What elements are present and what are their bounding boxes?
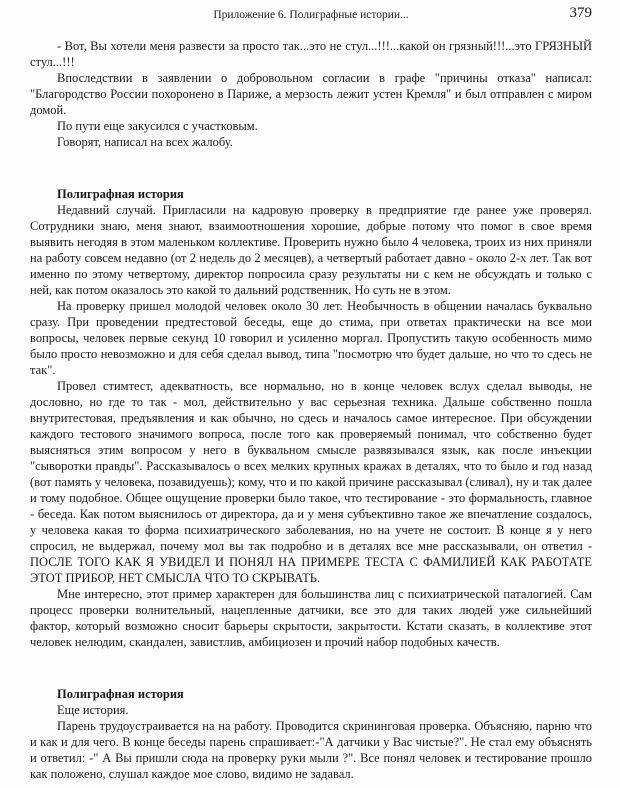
paragraph: Впоследствии в заявлении о добровольном согласии в графе "причины отказа" написал: "Благородство России похоронено в Париже, а мерзость лежит устен Кремля" и был отправлен с миром домой.: [30, 71, 592, 117]
paragraph: По пути еще закусился с участковым.: [57, 119, 258, 133]
page-header: [30, 6, 592, 26]
section-heading: Полиграфная история: [57, 687, 184, 701]
paragraph: Парень трудоустраивается на на работу. Проводится скрининговая проверка. Объясняю, парню что и как и для чего. В конце беседы парень спрашивает:-"А датчики у Вас чистые?". Не стал ему объяснять и ответил: -" А Вы пришли сюда на проверку руки мыли ?". Все понял человек и тестирование прошло как положено, слушал каждое мое слово, видимо не задавал.: [30, 719, 592, 781]
paragraph: На проверку пришел молодой человек около 30 лет. Необычность в общении началась буквально сразу. При проведении предтестовой беседы, еще до стима, при ответах практически на все мои вопросы, человек первые секунд 10 говорил и усиленно моргал. Пропустить такую особенность мимо было просто невозможно и для себя сделал вывод, типа "посмотрю что будет дальше, но что то сдесь не так".: [30, 299, 592, 377]
paragraph: Еще история.: [57, 703, 129, 717]
paragraph: Недавний случай. Пригласили на кадровую проверку в предприятие где ранее уже проверял. Сотрудники знаю, меня знают, взаимоотношения хорошие, добрые потому что помог в свое время выявить негодяя в этом маленьком коллективе. Проверить нужно было 4 человека, троих из них приняли на работу совсем недавно (от 2 недель до 2 месяцев), а четвертый работает давно - около 2-х лет. Так вот именно по этому четвертому, директор попросила сразу результаты ни с кем не обсуждать и только с ней, как потом оказалось это какой то дальний родственник. Но суть не в этом.: [30, 203, 592, 297]
paragraph: Мне интересно, этот пример характерен для большинства лиц с психиатрической паталогией. Сам процесс проверки волнительный, нацепленные датчики, все это для таких людей уже сильнейший фактор, который возможно сносит барьеры скрытости, закрытости. Кстати сказать, в коллективе этот человек нелюдим, скандален, завистлив, амбициозен и прочий набор подобных качеств.: [30, 587, 592, 649]
running-header: Приложение 6. Полиграфные истории...: [213, 9, 409, 21]
paragraph: - Вот, Вы хотели меня развести за просто так...это не стул...!!!...какой он грязный!!!...это ГРЯЗНЫЙ стул...!!!: [30, 39, 592, 69]
page-body: [30, 38, 592, 782]
paragraph: Провел стимтест, адекватность, все нормально, но в конце человек вслух сделал выводы, не дословно, но где то так - мол, действительно у вас серьезная техника. Дальше собственно пошла внутритестовая, предъявления и как обычно, но сдесь и началось самое интересное. При обсуждении каждого тестового значимого вопроса, после того как проверяемый понимал, что собственно будет выясняться этим вопросом у него в буквальном смысле развязывался язык, как после инъекции "сыворотки правды". Рассказывалось о всех мелких крупных кражах в деталях, что то было и год назад (вот память у человека, позавидуешь); кому, что и по какой причине рассказывал (сливал), ну и так далее и тому подобное. Общее ощущение проверки было такое, что тестирование - это формальность, главное - беседа. Как потом выяснилось от директора, да и у меня субъективно такое же впечатление создалось, у человека какая то форма психиатрического заболевания, но на учете не состоит. В конце я у него спросил, не выдержал, почему мол вы так подробно и в деталях все мне рассказывали, он ответил - ПОСЛЕ ТОГО КАК Я УВИДЕЛ И ПОНЯЛ НА ПРИМЕРЕ ТЕСТА С ФАМИЛИЕЙ КАК РАБОТАТЕ ЭТОТ ПРИБОР, НЕТ СМЫСЛА ЧТО ТО СКРЫВАТЬ.: [30, 379, 592, 585]
section-heading: Полиграфная история: [57, 187, 184, 201]
page-number: 379: [569, 5, 592, 21]
paragraph: Говорят, написал на всех жалобу.: [57, 135, 233, 149]
